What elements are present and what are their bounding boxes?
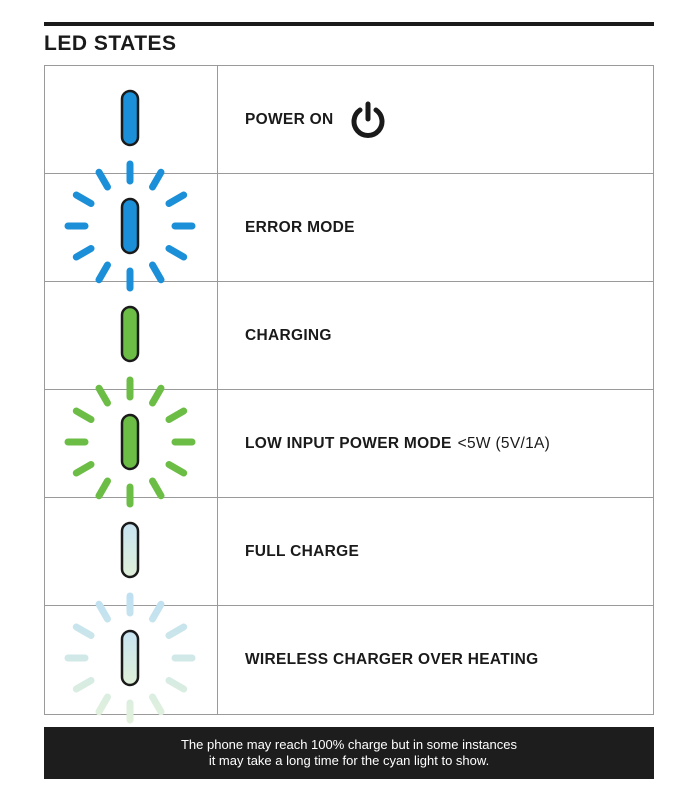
- led-cell: [45, 606, 218, 714]
- blink-ray: [76, 627, 91, 636]
- led-body: [122, 415, 138, 469]
- footer-note: [44, 727, 654, 779]
- blink-ray: [169, 249, 184, 258]
- led-states-table: [44, 65, 654, 715]
- state-label-cell: [245, 606, 538, 714]
- blink-ray: [153, 481, 162, 496]
- blink-ray: [169, 627, 184, 636]
- blink-ray: [169, 465, 184, 474]
- led-indicator-icon: [45, 282, 218, 390]
- state-label: WIRELESS CHARGER OVER HEATING: [245, 651, 539, 668]
- blink-ray: [76, 195, 91, 204]
- blink-ray: [169, 681, 184, 690]
- led-cell: [45, 390, 218, 497]
- blink-ray: [76, 249, 91, 258]
- led-body: [122, 631, 138, 685]
- blink-ray: [99, 697, 108, 712]
- blinking-led-indicator-icon: [45, 174, 218, 282]
- state-label-cell: [245, 174, 355, 281]
- blink-ray: [99, 265, 108, 280]
- led-cell: [45, 498, 218, 605]
- blink-ray: [76, 681, 91, 690]
- blinking-led-indicator-icon: [45, 606, 218, 714]
- blink-ray: [153, 172, 162, 187]
- blink-ray: [76, 411, 91, 420]
- blink-ray: [99, 388, 108, 403]
- table-row: [45, 390, 653, 498]
- led-body: [122, 307, 138, 361]
- table-row: [45, 606, 653, 714]
- power-icon: [348, 100, 388, 140]
- state-label: CHARGING: [245, 326, 332, 344]
- page-title: LED STATES: [44, 32, 177, 55]
- blink-ray: [76, 465, 91, 474]
- state-label-cell: [245, 390, 550, 497]
- blink-ray: [153, 388, 162, 403]
- footer-line: it may take a long time for the cyan light to show.: [208, 753, 490, 768]
- led-indicator-icon: [45, 498, 218, 606]
- table-row: [45, 174, 653, 282]
- state-label: FULL CHARGE: [245, 542, 360, 560]
- table-row: [45, 66, 653, 174]
- led-body: [122, 91, 138, 145]
- led-body: [122, 199, 138, 253]
- blink-ray: [169, 195, 184, 204]
- state-label: POWER ON: [245, 110, 334, 128]
- led-cell: [45, 174, 218, 281]
- led-body: [122, 523, 138, 577]
- state-note: <5W (5V/1A): [457, 434, 551, 452]
- table-row: [45, 282, 653, 390]
- footer-line: The phone may reach 100% charge but in some instances: [180, 737, 518, 752]
- blink-ray: [153, 265, 162, 280]
- state-label: LOW INPUT POWER MODE: [245, 434, 452, 452]
- led-indicator-icon: [45, 66, 218, 174]
- table-row: [45, 498, 653, 606]
- state-label: ERROR MODE: [245, 218, 355, 236]
- blink-ray: [99, 604, 108, 619]
- led-cell: [45, 282, 218, 389]
- blink-ray: [153, 697, 162, 712]
- blink-ray: [99, 481, 108, 496]
- top-rule: [44, 22, 654, 26]
- state-label-cell: [245, 498, 359, 605]
- state-label-cell: [245, 66, 388, 173]
- blink-ray: [99, 172, 108, 187]
- blink-ray: [153, 604, 162, 619]
- led-cell: [45, 66, 218, 173]
- blink-ray: [169, 411, 184, 420]
- state-label-cell: [245, 282, 332, 389]
- blinking-led-indicator-icon: [45, 390, 218, 498]
